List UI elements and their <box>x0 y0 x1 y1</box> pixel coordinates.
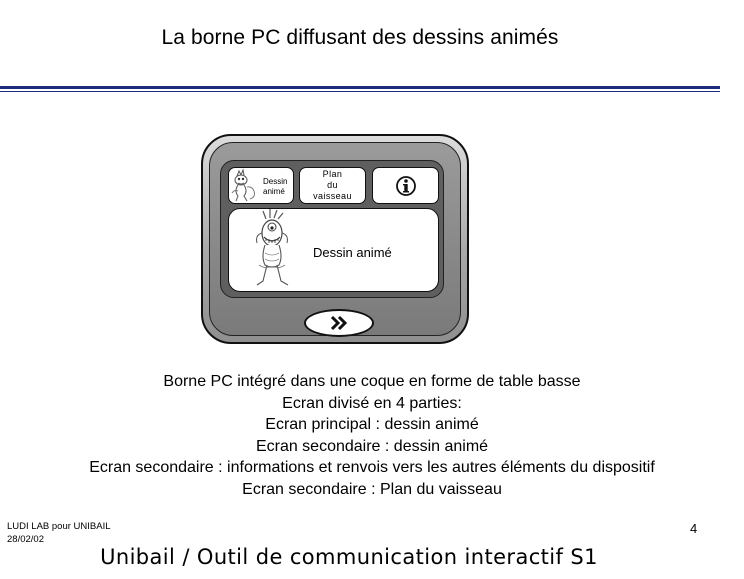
plan-button-label <box>313 169 352 202</box>
title-divider-thin <box>0 91 720 92</box>
footer-credit-line: LUDI LAB pour UNIBAIL <box>7 521 111 532</box>
plan-button-label-line: vaisseau <box>313 191 352 201</box>
info-button[interactable] <box>372 167 439 204</box>
description-line: Ecran principal : dessin animé <box>265 416 479 434</box>
double-chevron-right-icon <box>329 315 349 331</box>
description-line: Borne PC intégré dans une coque en forme de table basse <box>163 373 581 390</box>
description-line: Ecran secondaire : informations et renvois vers les autres éléments du dispositif <box>89 459 655 477</box>
page-number: 4 <box>690 521 698 536</box>
cartoon-button-label: Dessin animé <box>263 177 288 196</box>
next-button[interactable] <box>304 309 374 337</box>
title-divider <box>0 86 720 89</box>
info-icon <box>395 175 417 197</box>
plan-button[interactable] <box>299 167 366 204</box>
description-block <box>0 371 744 501</box>
plan-button-label-line: du <box>327 180 338 190</box>
description-line: Ecran secondaire : Plan du vaisseau <box>242 480 502 498</box>
footer-credit <box>7 520 111 545</box>
plan-button-label-line: Plan <box>322 169 343 179</box>
cartoon-character-illustration <box>249 209 299 291</box>
slide-title: La borne PC diffusant des dessins animés <box>161 26 559 49</box>
description-line: Ecran divisé en 4 parties: <box>282 394 462 412</box>
footer-date: 28/02/02 <box>7 534 44 545</box>
cartoon-button[interactable] <box>228 167 294 204</box>
cartoon-character-icon <box>230 169 264 203</box>
main-screen-label: Dessin animé <box>313 245 392 260</box>
description-line: Ecran secondaire : dessin animé <box>255 437 489 455</box>
footer-title: Unibail / Outil de communication interactif S1 <box>100 545 598 569</box>
